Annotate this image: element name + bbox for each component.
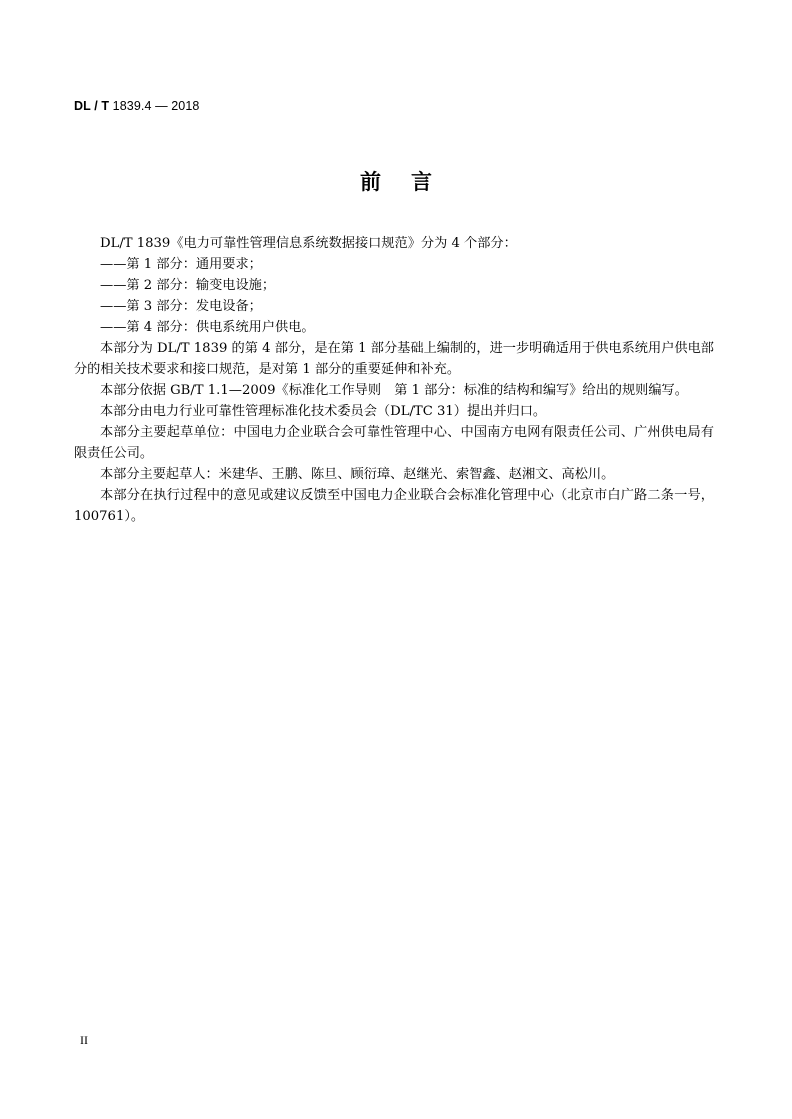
list-item-part-3: ——第 3 部分：发电设备； [100,299,262,314]
list-item-part-4: ——第 4 部分：供电系统用户供电。 [100,320,315,335]
page-number: II [80,1033,88,1047]
page-title: 前言 [360,170,462,194]
list-item-part-1: ——第 1 部分：通用要求； [100,257,262,272]
paragraph-drafters: 本部分主要起草人：米建华、王鹏、陈旦、顾衍璋、赵继光、索智鑫、赵湘文、高松川。 [100,467,615,482]
paragraph-proposer: 本部分由电力行业可靠性管理标准化技术委员会（DL/TC 31）提出并归口。 [100,404,547,419]
document-header [74,99,199,113]
foreword-body [74,233,714,527]
list-item-part-2: ——第 2 部分：输变电设施； [100,278,276,293]
standard-number: 1839.4 — 2018 [112,99,200,113]
paragraph-intro: DL/T 1839《电力可靠性管理信息系统数据接口规范》分为 4 个部分： [100,236,517,251]
paragraph-scope: 本部分为 DL/T 1839 的第 4 部分，是在第 1 部分基础上编制的，进一步明确适用于供电系统用户供电部分的相关技术要求和接口规范，是对第 1 部分的重要延伸和补充。 [74,341,714,377]
standard-code: DL / T [74,99,110,113]
paragraph-feedback: 本部分在执行过程中的意见或建议反馈至中国电力企业联合会标准化管理中心（北京市白广路二条一号，100761）。 [74,488,714,524]
paragraph-drafting-rules: 本部分依据 GB/T 1.1—2009《标准化工作导则 第 1 部分：标准的结构和编写》给出的规则编写。 [100,383,688,398]
paragraph-drafting-units: 本部分主要起草单位：中国电力企业联合会可靠性管理中心、中国南方电网有限责任公司、广州供电局有限责任公司。 [74,425,714,461]
